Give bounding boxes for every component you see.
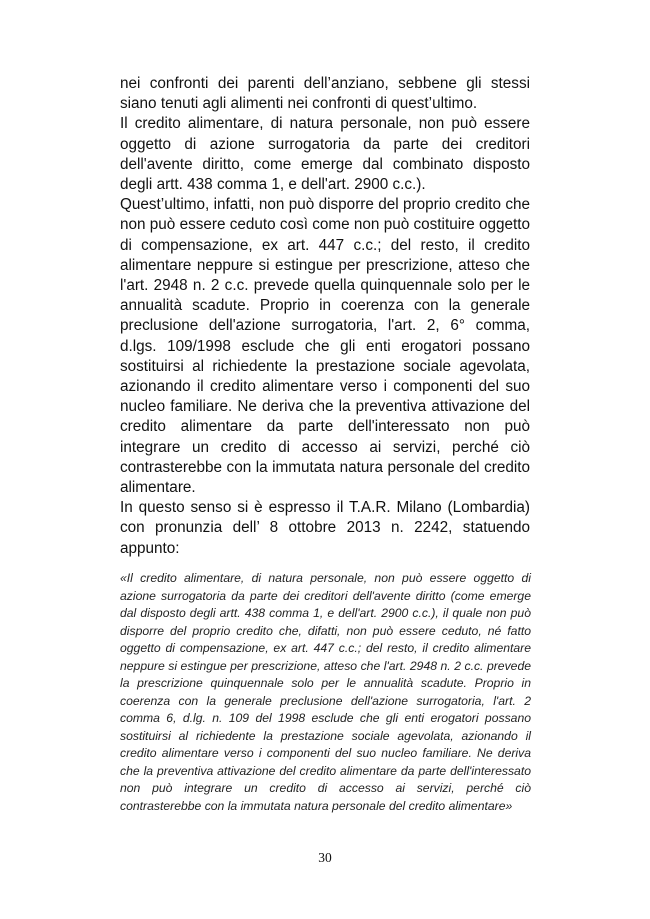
body-text: [120, 74, 530, 559]
block-quote: [120, 570, 531, 815]
quote-text: «Il credito alimentare, di natura personale, non può essere oggetto di azione surrogatoria da parte dei creditori dell'avente diritto (come emerge dal disposto degli artt. 438 comma 1, e dell'art. 2900 c.c.), il quale non può disporre del proprio credito che, difatti, non può essere ceduto, né fatto oggetto di compensazione, ex art. 447 c.c.; del resto, il credito alimentare neppure si estingue per prescrizione, atteso che l'art. 2948 n. 2 c.c. prevede la prescrizione quinquennale solo per le annualità scadute. Proprio in coerenza con la generale preclusione dell'azione surrogatoria, l'art. 2 comma 6, d.lg. n. 109 del 1998 esclude che gli enti erogatori possano sostituirsi al richiedente la prestazione sociale agevolata, azionando il credito alimentare verso i componenti del suo nucleo familiare. Ne deriva che la preventiva attivazione del credito alimentare da parte dell'interessato non può integrare un credito di accesso ai servizi, perché ciò contrasterebbe con la immutata natura personale del credito alimentare»: [120, 571, 531, 813]
paragraph: Quest’ultimo, infatti, non può disporre del proprio credito che non può essere ceduto così come non può costituire oggetto di compensazione, ex art. 447 c.c.; del resto, il credito alimentare neppure si estingue per prescrizione, atteso che l'art. 2948 n. 2 c.c. prevede quella quinquennale solo per le annualità scadute. Proprio in coerenza con la generale preclusione dell'azione surrogatoria, l'art. 2, 6° comma, d.lgs. 109/1998 esclude che gli enti erogatori possano sostituirsi al richiedente la prestazione sociale agevolata, azionando il credito alimentare verso i componenti del suo nucleo familiare. Ne deriva che la preventiva attivazione del credito alimentare da parte dell'interessato non può integrare un credito di accesso ai servizi, perché ciò contrasterebbe con la immutata natura personale del credito alimentare.: [120, 196, 530, 497]
paragraph: nei confronti dei parenti dell’anziano, sebbene gli stessi siano tenuti agli alimenti nei confronti di quest’ultimo.: [120, 75, 530, 113]
paragraph: In questo senso si è espresso il T.A.R. Milano (Lombardia) con pronunzia dell’ 8 ottobre 2013 n. 2242, statuendo appunto:: [120, 499, 530, 557]
page-number: 30: [318, 850, 332, 865]
paragraph: Il credito alimentare, di natura personale, non può essere oggetto di azione surrogatoria da parte dei creditori dell'avente diritto, come emerge dal combinato disposto degli artt. 438 comma 1, e dell'art. 2900 c.c.).: [120, 115, 530, 194]
